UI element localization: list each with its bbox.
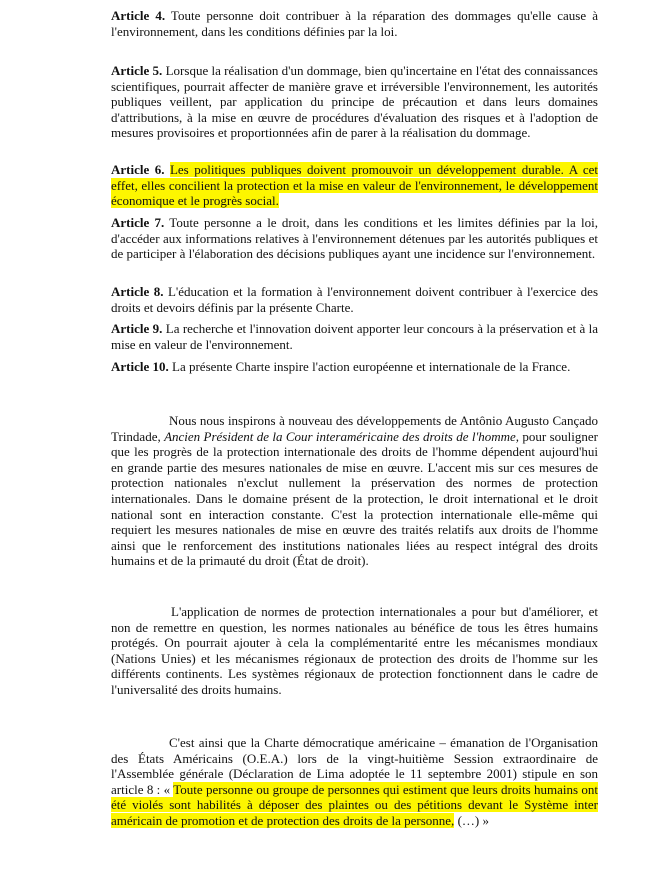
article-text: Toute personne doit contribuer à la réparation des dommages qu'elle cause à l'environnement, dans les conditions définies par la loi.: [111, 8, 598, 39]
article-text: La recherche et l'innovation doivent apporter leur concours à la préservation et à la mise en valeur de l'environnement.: [111, 321, 599, 352]
article-label: Article 8.: [111, 284, 164, 299]
paragraph-italic-title: Ancien Président de la Cour interaméricaine des droits de l'homme,: [164, 428, 520, 444]
article-text-highlighted: Les politiques publiques doivent promouvoir un développement durable. A cet effet, elles concilient la protection et la mise en valeur de l'environnement, le développement économique et le progrès social.: [111, 162, 598, 209]
article-9: [111, 321, 598, 352]
paragraph-text: C'est ainsi que la Charte démocratique américaine – émanation de l'Organisation des États Américains (O.E.A.) lors de la vingt-huitième Session extraordinaire de l'Assemblée générale (Déclaration de Lima adoptée le 11 septembre 2001) stipule en son article 8 : «: [111, 735, 598, 797]
article-label: Article 9.: [111, 321, 163, 336]
article-label: Article 4.: [111, 8, 166, 23]
paragraph-text: (…) »: [454, 812, 489, 828]
paragraph-normes: [111, 604, 598, 698]
article-7: [111, 215, 598, 262]
article-label: Article 10.: [111, 359, 169, 374]
article-4: [111, 8, 598, 39]
article-text: La présente Charte inspire l'action européenne et internationale de la France.: [172, 359, 571, 374]
article-text: L'éducation et la formation à l'environnement doivent contribuer à l'exercice des droits et devoirs définis par la présente Charte.: [111, 284, 598, 315]
article-text: Toute personne a le droit, dans les conditions et les limites définies par la loi, d'accéder aux informations relatives à l'environnement détenues par les autorités publiques et de participer à l'élaboration des décisions publiques ayant une incidence sur l'environnement.: [111, 215, 598, 262]
article-8: [111, 284, 598, 315]
article-label: Article 7.: [111, 215, 165, 230]
paragraph-text: Nous nous inspirons à nouveau des développements de Antônio Augusto Cançado Trindade,: [111, 413, 598, 444]
article-5: [111, 63, 598, 141]
paragraph-charte: [111, 735, 598, 829]
paragraph-trindade: [111, 413, 598, 569]
article-label: Article 5.: [111, 63, 163, 78]
paragraph-text: L'application de normes de protection internationales a pour but d'améliorer, et non de remettre en question, les normes nationales au bénéfice de tous les êtres humains protégés. On pourrait ajouter à cela la complémentarité entre les mécanismes mondiaux (Nations Unies) et les mécanismes régionaux de protection des droits de l'homme sur les différents continents. Les systèmes régionaux de protection fonctionnent dans le cadre de l'universalité des droits humains.: [111, 604, 598, 697]
paragraph-text: pour souligner que les progrès de la protection internationale des droits de l'homme dépendent aujourd'hui en grande partie des mesures nationales de mise en œuvre. L'accent mis sur ces mesures de protection nationales n'exclut nullement la préservation des normes de protection internationales. Dans le domaine présent de la protection, le droit international et le droit national sont en interaction constante. C'est la protection internationale elle-même qui requiert les mesures nationales de mise en œuvre des traités relatifs aux droits de l'homme ainsi que le renforcement des institutions nationales liées au respect intégral des droits humains et de la primauté du droit (État de droit).: [111, 428, 598, 569]
quote-highlighted: Toute personne ou groupe de personnes qui estiment que leurs droits humains ont été violés sont habilités à déposer des plaintes ou des pétitions devant le Système inter américain de promotion et de protection des droits de la personne,: [111, 781, 598, 828]
article-10: [111, 359, 598, 375]
article-label: Article 6.: [111, 162, 165, 177]
article-text: Lorsque la réalisation d'un dommage, bien qu'incertaine en l'état des connaissances scientifiques, pourrait affecter de manière grave et irréversible l'environnement, les autorités publiques veillent, par application du principe de précaution et dans leurs domaines d'attributions, à la mise en œuvre de procédures d'évaluation des risques et à l'adoption de mesures provisoires et proportionnées afin de parer à la réalisation du dommage.: [111, 63, 598, 141]
article-6: [111, 162, 598, 209]
